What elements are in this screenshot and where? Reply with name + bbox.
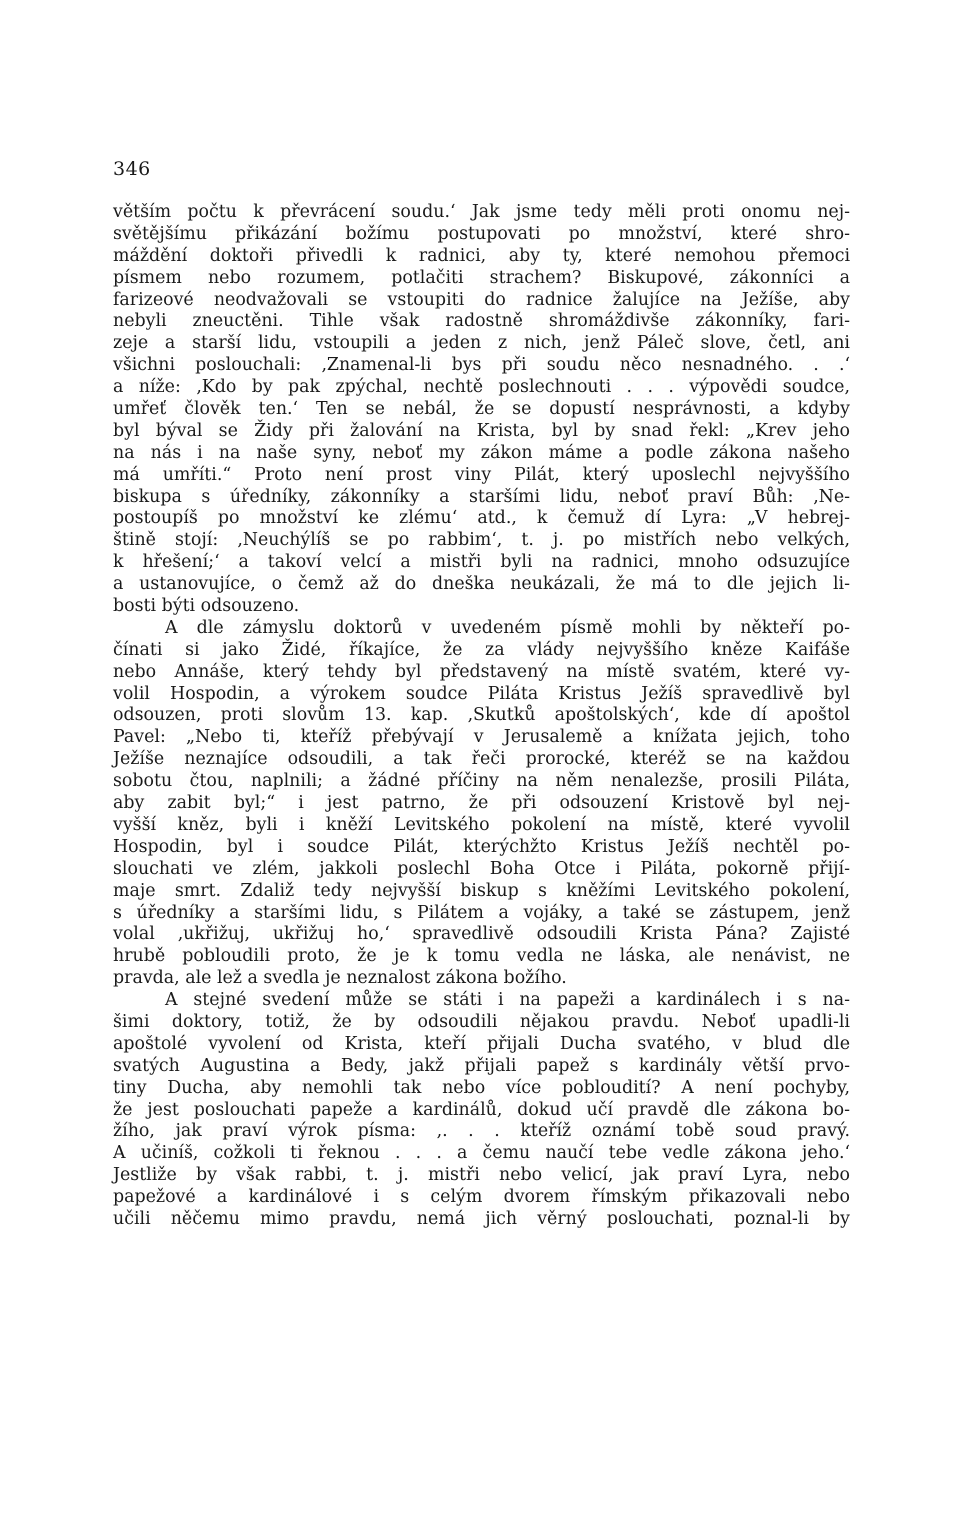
text-line: Jestliže by však rabbi, t. j. mistři nebo velicí, jak praví Lyra, nebo [113,1165,850,1186]
text-line: nebo Annáše, který tehdy byl představený na místě svatém, které vy- [113,661,850,682]
text-line: všichni poslouchali: ‚Znamenal-li bys při soudu něco nesnadného. . .‘ [113,355,850,376]
text-line: svatých Augustina a Bedy, jakž přijali papež s kardinály větší prvo- [113,1055,850,1076]
text-line: apoštolé vyvolení od Krista, kteří přijali Ducha svatého, v blud dle [113,1033,850,1054]
text-line: bosti býti odsouzeno. [113,596,300,617]
text-line: A dle zámyslu doktorů v uvedeném písmě mohli by někteří po- [165,617,850,638]
text-line: máždění doktoři přivedli k radnici, aby ty, které nemohou přemoci [113,245,850,266]
text-line: že jest poslouchati papeže a kardinálů, dokud učí pravdě dle zákona bo- [113,1099,850,1120]
text-line: na nás i na naše syny, neboť my zákon máme a podle zákona našeho [113,442,850,463]
text-line: umřeť člověk ten.‘ Ten se nebál, že se dopustí nesprávnosti, a kdyby [113,399,850,420]
text-line: volil Hospodin, a výrokem soudce Piláta Kristus Ježíš spravedlivě byl [113,683,850,704]
text-line: Hospodin, byl i soudce Pilát, kterýchžto Kristus Ježíš nechtěl po- [113,836,850,857]
text-line: Ježíše neznajíce odsoudili, a tak řeči prorocké, kteréž se na každou [113,749,850,770]
text-line: má umříti.“ Proto není prost viny Pilát, který uposlechl nejvyššího [113,464,850,485]
text-line: zeje a starší lidu, vstoupili a jeden z nich, jenž Páleč slove, četl, ani [113,333,850,354]
text-line: světějšímu přikázání božímu postupovati po množství, které shro- [113,223,850,244]
text-line: postoupíš po množství ke zlému‘ atd., k čemuž dí Lyra: „V hebrej- [113,508,850,529]
text-line: farizeové neodvažovali se vstoupiti do radnice žalujíce na Ježíše, aby [113,289,850,310]
text-line: s úředníky a staršími lidu, s Pilátem a vojáky, a také se zástupem, jenž [113,902,850,923]
text-line: tiny Ducha, aby nemohli tak nebo více pobloudití? A není pochyby, [113,1077,850,1098]
text-line: papežové a kardinálové i s celým dvorem římským přikazovali nebo [113,1187,850,1208]
text-line: maje smrt. Zdaliž tedy nejvyšší biskup s kněžími Levitského pokolení, [113,880,850,901]
text-line: čínati si jako Židé, říkajíce, že za vlády nejvyššího kněze Kaifáše [113,639,850,660]
text-line: volal ‚ukřižuj, ukřižuj ho,‘ spravedlivě odsoudili Krista Pána? Zajisté [113,924,850,945]
text-line: štině stojí: ‚Neuchýlíš se po rabbim‘, t. j. po mistřích nebo velkých, [113,530,850,551]
text-line: nebyli zneuctěni. Tihle však radostně shromáždivše zákonníky, fari- [113,311,850,332]
text-line: A učiníš, cožkoli ti řeknou . . . a čemu naučí tebe vedle zákona jeho.‘ [113,1143,850,1164]
text-line: aby zabit byl;“ i jest patrno, že při odsouzení Kristově byl nej- [113,793,850,814]
page-number: 346 [113,158,151,180]
text-line: šimi doktory, totiž, že by odsoudili nějakou pravdu. Neboť upadli-li [113,1011,850,1032]
text-line: větším počtu k převrácení soudu.‘ Jak jsme tedy měli proti onomu nej- [113,202,850,222]
text-line: odsouzen, proti slovům 13. kap. ‚Skutků apoštolských‘, kde dí apoštol [113,705,850,726]
text-line: k hřešení;‘ a takoví velcí a mistři byli na radnici, mnoho odsuzujíce [113,552,850,573]
text-line: A stejné svedení může se státi i na papeži a kardinálech i s na- [165,990,850,1011]
text-line: písmem nebo rozumem, potlačiti strachem? Biskupové, zákonníci a [113,267,850,288]
text-line: biskupa s úředníky, zákonníky a staršími lidu, neboť praví Bůh: ‚Ne- [113,486,850,507]
text-line: učili něčemu mimo pravdu, nemá jich věrný poslouchati, poznal-li by [113,1208,850,1229]
text-line: sobotu čtou, naplnili; a žádné příčiny na něm nenalezše, prosili Piláta, [113,771,850,792]
text-line: byl býval se Židy při žalování na Krista, byl by snad řekl: „Krev jeho [113,420,850,441]
text-line: žího, jak praví výrok písma: ‚. . . kteříž oznámí tobě soud pravý. [113,1121,850,1142]
text-line: pravda, ale lež a svedla je neznalost zákona božího. [113,968,567,989]
text-line: hrubě pobloudili proto, že je k tomu vedla ne láska, ale nenávist, ne [113,946,850,967]
text-line: Pavel: „Nebo ti, kteříž přebývají v Jerusalemě a knížata jejich, toho [113,727,850,748]
text-line: slouchati ve zlém, jakkoli poslechl Boha Otce i Piláta, pokorně přijí- [113,858,850,879]
body-text [113,202,850,1231]
text-line: a níže: ‚Kdo by pak zpýchal, nechtě poslechnouti . . . výpovědi soudce, [113,377,850,398]
text-line: vyšší kněz, byli i kněží Levitského pokolení na místě, které vyvolil [113,814,850,835]
text-line: a ustanovujíce, o čemž až do dneška neukázali, že má to dle jejich li- [113,574,850,595]
